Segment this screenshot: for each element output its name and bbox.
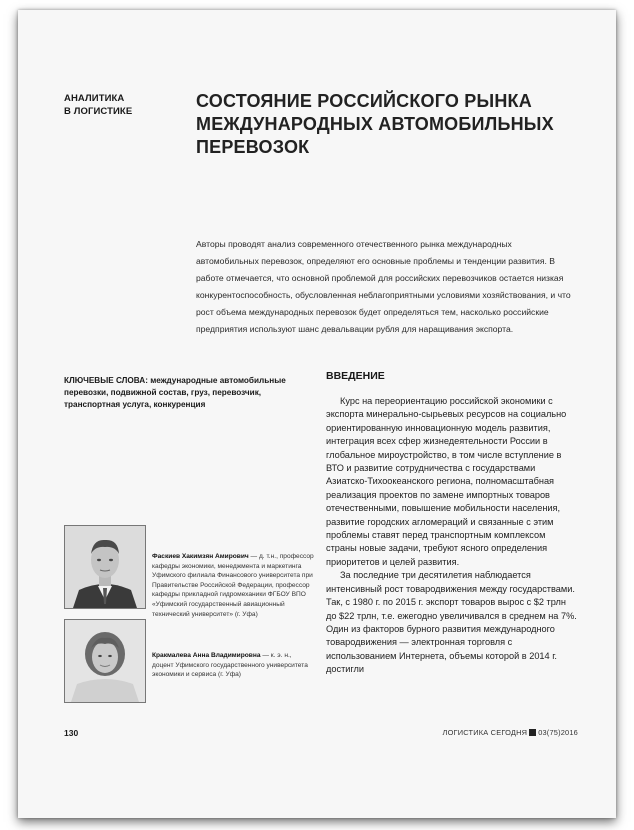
abstract: Авторы проводят анализ современного отечественного рынка международных автомобильных перевозок, определяют его основные проблемы и тенденции развития. В работе отмечается, что основной проблемой для российских перевозчиков остается низкая конкурентоспособность, обусловленная неблагоприятными условиями хозяйствования, и что рост объема международных перевозок будет определяться тем, насколько российские предприятия используют шанс девальвации рубля для наращивания экспорта. [196,239,571,334]
author-portrait-female [65,620,145,702]
page-number: 130 [64,728,79,738]
article-title: СОСТОЯНИЕ РОССИЙСКОГО РЫНКА МЕЖДУНАРОДНЫХ АВТОМОБИЛЬНЫХ ПЕРЕВОЗОК [196,91,554,157]
journal-issue: 03(75)2016 [538,728,578,737]
author-photo-2 [64,619,146,703]
rubric-line2: В ЛОГИСТИКЕ [64,106,133,117]
rubric-line1: АНАЛИТИКА [64,93,125,104]
body-paragraph-2: За последние три десятилетия наблюдается интенсивный рост товародвижения между государствами. Так, с 1980 г. по 2015 г. экспорт товаров вырос с $2 трлн до $22 трлн, т.е. ежегодно увеличивался в среднем на 7%. Один из факторов бурного развития международного товародвижения — электронная торговля с использованием Интернета, объемы которой в 2014 г. достигли [326,570,577,675]
section-heading: ВВЕДЕНИЕ [326,370,385,382]
keywords: КЛЮЧЕВЫЕ СЛОВА: международные автомобильные перевозки, подвижной состав, груз, перевозчик, транспортная услуга, конкуренция [64,376,286,409]
body-paragraph-1: Курс на переориентацию российской экономики с экспорта минерально-сырьевых ресурсов на социально ориентированную инновационную модель развития, интеграция всех сфер жизнедеятельности России в глобальное мироустройство, в том числе вступление в ВТО и развитие сотрудничества с государствами Азиатско-Тихоокеанского региона, полномасштабная реализация проектов по замене импортных товаров отечественными, повышение мобильности населения, развитие городских агломераций и связанные с этим проблемы ставят перед транспортным комплексом страны новые задачи, требуют ясного определения приоритетов и целей развития. [326,396,567,567]
author-2-info: — к. э. н., доцент Уфимского государственного университета экономики и сервиса (г. Уфа) [152,652,308,679]
square-separator-icon [529,729,536,736]
journal-footer [330,728,578,737]
author-portrait-male [65,526,145,608]
rubric [64,92,184,118]
journal-name: ЛОГИСТИКА СЕГОДНЯ [442,728,528,737]
author-1-info: — д. т.н., профессор кафедры экономики, менеджмента и маркетинга Уфимского филиала Финансового университета при Правительстве Российской Федерации, профессор кафедры прикладной гидромеханики ФГБОУ ВПО «Уфимский государственный авиационный технический университет» (г. Уфа) [152,553,314,618]
author-1-name: Фаскиев Хакимзян Амирович [152,553,249,560]
author-photo-1 [64,525,146,609]
author-2-name: Кракмалева Анна Владимировна [152,652,261,659]
author-2-bio [152,651,314,680]
author-1-bio [152,552,314,619]
body-text [326,395,578,677]
